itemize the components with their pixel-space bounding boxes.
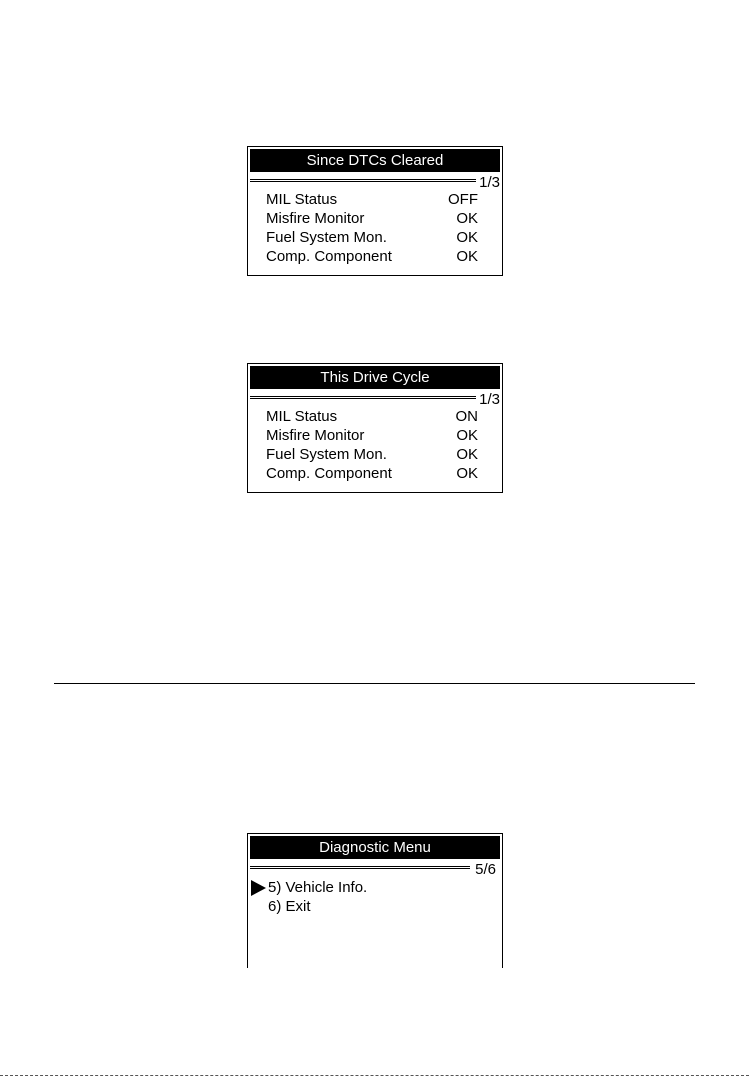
monitor-label: Misfire Monitor [266, 210, 365, 227]
monitor-label: Misfire Monitor [266, 427, 365, 444]
monitor-label: MIL Status [266, 408, 338, 425]
monitor-value: OK [456, 446, 478, 463]
monitor-value: OK [456, 210, 478, 227]
list-item [266, 190, 478, 209]
monitor-list [266, 407, 478, 483]
screen-title: This Drive Cycle [250, 366, 500, 389]
menu-list [248, 878, 502, 916]
page-number: 5/6 [475, 861, 496, 878]
monitor-label: Fuel System Mon. [266, 229, 387, 246]
monitor-label: Fuel System Mon. [266, 446, 387, 463]
menu-item-vehicle-info[interactable] [248, 878, 502, 897]
this-drive-cycle-screen [247, 363, 503, 493]
page-number: 1/3 [479, 391, 500, 408]
monitor-value: OFF [448, 191, 478, 208]
menu-item-exit[interactable] [248, 897, 502, 916]
monitor-label: Comp. Component [266, 465, 392, 482]
section-divider [54, 683, 695, 684]
screen-title: Since DTCs Cleared [250, 149, 500, 172]
page-divider-line [250, 179, 476, 182]
diagnostic-menu-screen [247, 833, 503, 968]
page-number: 1/3 [479, 174, 500, 191]
selection-arrow-icon [251, 880, 266, 896]
monitor-value: OK [456, 229, 478, 246]
page-divider-line [250, 396, 476, 399]
since-dtcs-cleared-screen [247, 146, 503, 276]
monitor-value: ON [455, 408, 478, 425]
list-item [266, 209, 478, 228]
page-bottom-border [0, 1075, 749, 1076]
list-item [266, 247, 478, 266]
list-item [266, 445, 478, 464]
page-indicator-row [250, 174, 500, 191]
list-item [266, 228, 478, 247]
screen-title: Diagnostic Menu [250, 836, 500, 859]
menu-item-label: 6) Exit [268, 898, 311, 915]
monitor-value: OK [456, 465, 478, 482]
list-item [266, 464, 478, 483]
page-indicator-row [250, 861, 500, 878]
monitor-label: MIL Status [266, 191, 338, 208]
monitor-value: OK [456, 248, 478, 265]
monitor-label: Comp. Component [266, 248, 392, 265]
page-divider-line [250, 866, 470, 869]
page-indicator-row [250, 391, 500, 408]
monitor-list [266, 190, 478, 266]
monitor-value: OK [456, 427, 478, 444]
list-item [266, 407, 478, 426]
list-item [266, 426, 478, 445]
menu-item-label: 5) Vehicle Info. [268, 879, 368, 896]
